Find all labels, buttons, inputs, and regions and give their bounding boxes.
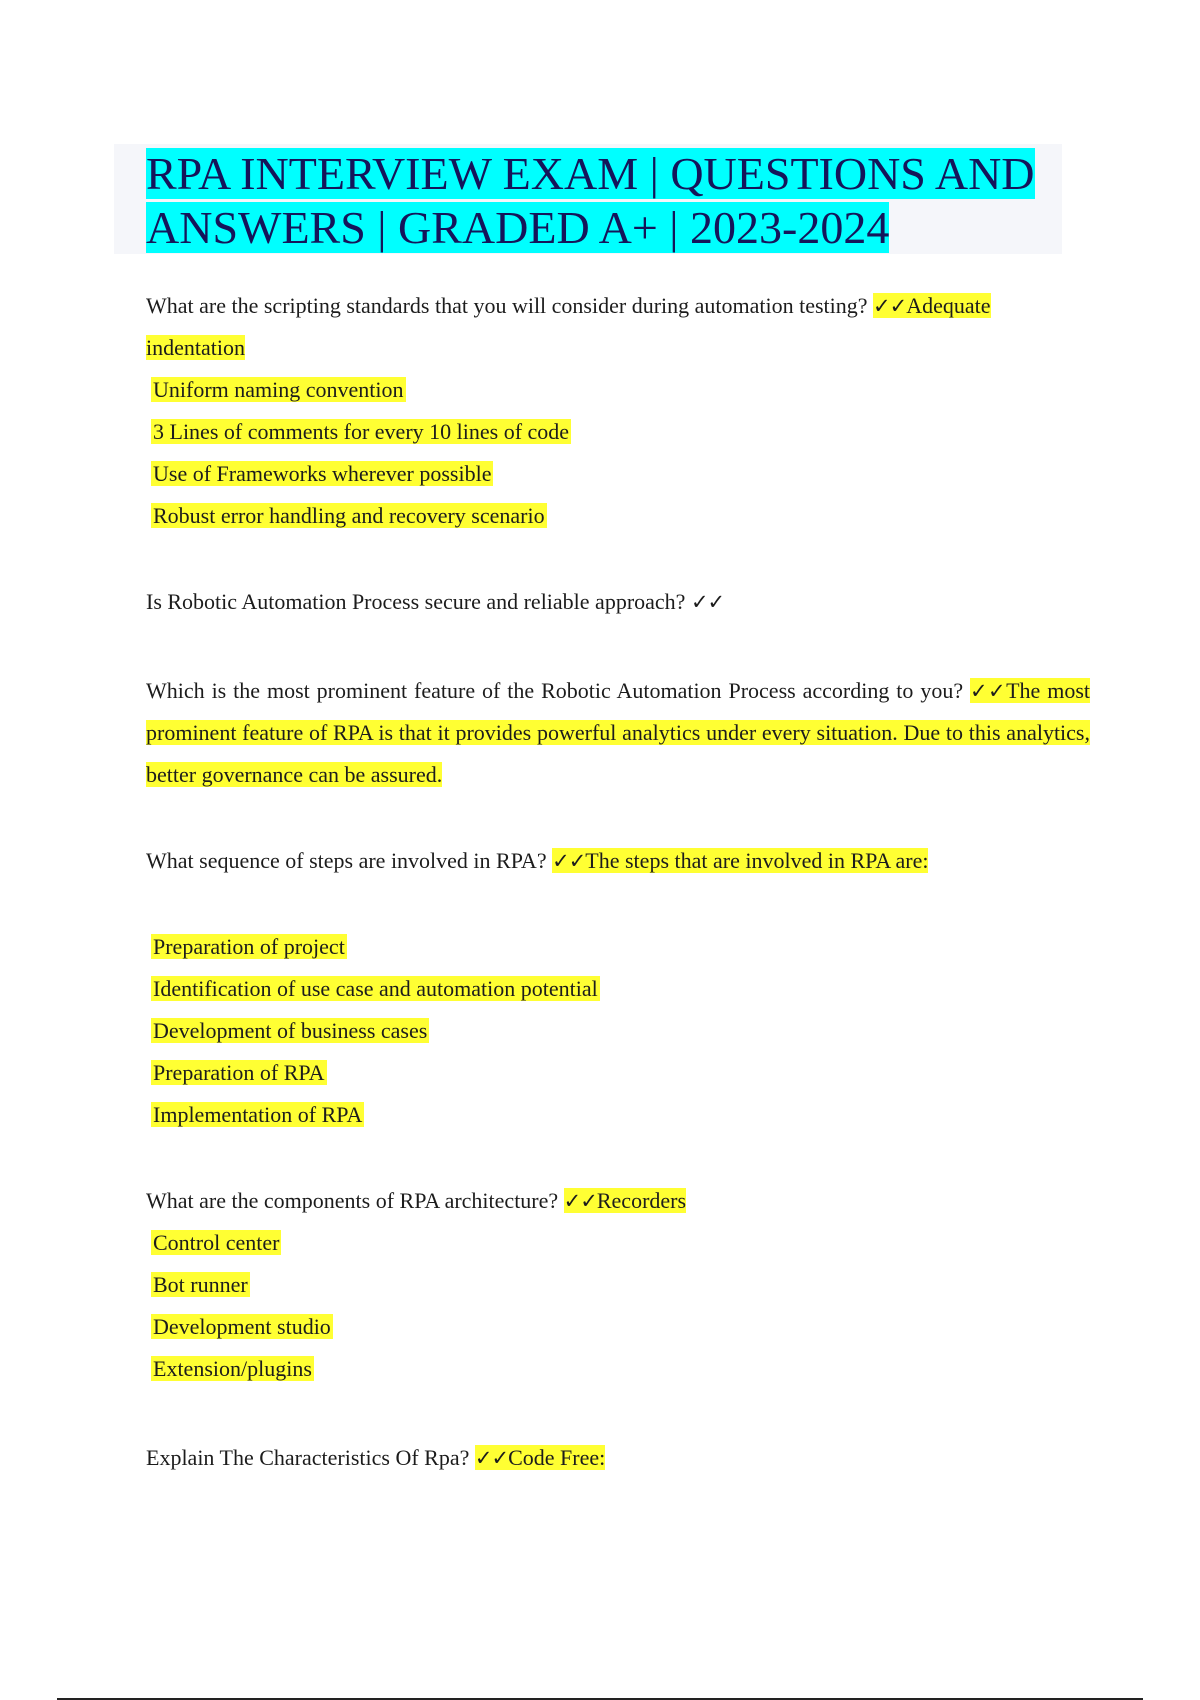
check-mark-icon: ✓✓ (552, 849, 586, 873)
qa-block-3 (146, 670, 1090, 796)
qa-block-1 (146, 285, 1090, 537)
qa-paragraph (146, 1180, 1090, 1222)
list-item (146, 411, 1090, 453)
answer-text: Code Free: (508, 1445, 606, 1470)
answer-item: Preparation of RPA (153, 1060, 325, 1085)
question-text: What are the components of RPA architecture? (146, 1188, 559, 1213)
question-text: What sequence of steps are involved in RPA? (146, 848, 547, 873)
qa-block-5 (146, 1180, 1090, 1390)
qa-paragraph (146, 670, 1090, 796)
answer-item: Preparation of project (153, 934, 345, 959)
answer-item: Implementation of RPA (153, 1102, 363, 1127)
answer-item: 3 Lines of comments for every 10 lines of code (153, 419, 570, 444)
answer-text: Adequate indentation (146, 293, 991, 360)
answer-item: Bot runner (153, 1272, 248, 1297)
question-text: Is Robotic Automation Process secure and reliable approach? (146, 589, 686, 614)
qa-block-6 (146, 1437, 1090, 1479)
answer-item: Identification of use case and automation potential (153, 976, 598, 1001)
list-item (146, 453, 1090, 495)
list-item (146, 1052, 1090, 1094)
document-title (146, 147, 1046, 255)
qa-paragraph (146, 1437, 1090, 1479)
question-text: What are the scripting standards that you will consider during automation testing? (146, 293, 868, 318)
answer-item: Robust error handling and recovery scenario (153, 503, 545, 528)
answer-highlight (475, 1445, 605, 1470)
list-item (146, 926, 1090, 968)
list-item (146, 1222, 1090, 1264)
answer-text: Recorders (596, 1188, 687, 1213)
list-item (146, 1010, 1090, 1052)
list-item (146, 968, 1090, 1010)
qa-paragraph (146, 581, 1090, 623)
check-mark-icon: ✓✓ (563, 1189, 597, 1213)
qa-block-2 (146, 581, 1090, 623)
question-text: Which is the most prominent feature of the Robotic Automation Process according to you? (146, 678, 964, 703)
answer-highlight (564, 1188, 686, 1213)
list-item (146, 1306, 1090, 1348)
list-item (146, 1094, 1090, 1136)
answer-item: Control center (153, 1230, 280, 1255)
title-text: RPA INTERVIEW EXAM | QUESTIONS AND ANSWERS | GRADED A+ | 2023-2024 (146, 148, 1035, 253)
answer-list (146, 926, 1090, 1136)
answer-item: Development studio (153, 1314, 331, 1339)
answer-highlight (552, 848, 928, 873)
answer-text: The most prominent feature of RPA is that it provides powerful analytics under every situation. Due to this analytics, better governance can be assured. (146, 678, 1090, 787)
qa-paragraph (146, 285, 1090, 369)
qa-block-4 (146, 840, 1090, 1136)
answer-item: Uniform naming convention (153, 377, 404, 402)
answer-item: Extension/plugins (153, 1356, 312, 1381)
answer-text: The steps that are involved in RPA are: (585, 848, 929, 873)
answer-list (146, 369, 1090, 537)
qa-paragraph (146, 840, 1090, 882)
check-mark-icon: ✓✓ (970, 679, 1007, 703)
check-mark-icon: ✓✓ (474, 1446, 509, 1470)
check-mark-icon: ✓✓ (873, 294, 907, 318)
check-mark-icon: ✓✓ (690, 590, 725, 614)
list-item (146, 1264, 1090, 1306)
question-text: Explain The Characteristics Of Rpa? (146, 1445, 470, 1470)
list-item (146, 369, 1090, 411)
list-item (146, 1348, 1090, 1390)
answer-item: Use of Frameworks wherever possible (153, 461, 492, 486)
answer-item: Development of business cases (153, 1018, 428, 1043)
list-item (146, 495, 1090, 537)
answer-list (146, 1222, 1090, 1390)
